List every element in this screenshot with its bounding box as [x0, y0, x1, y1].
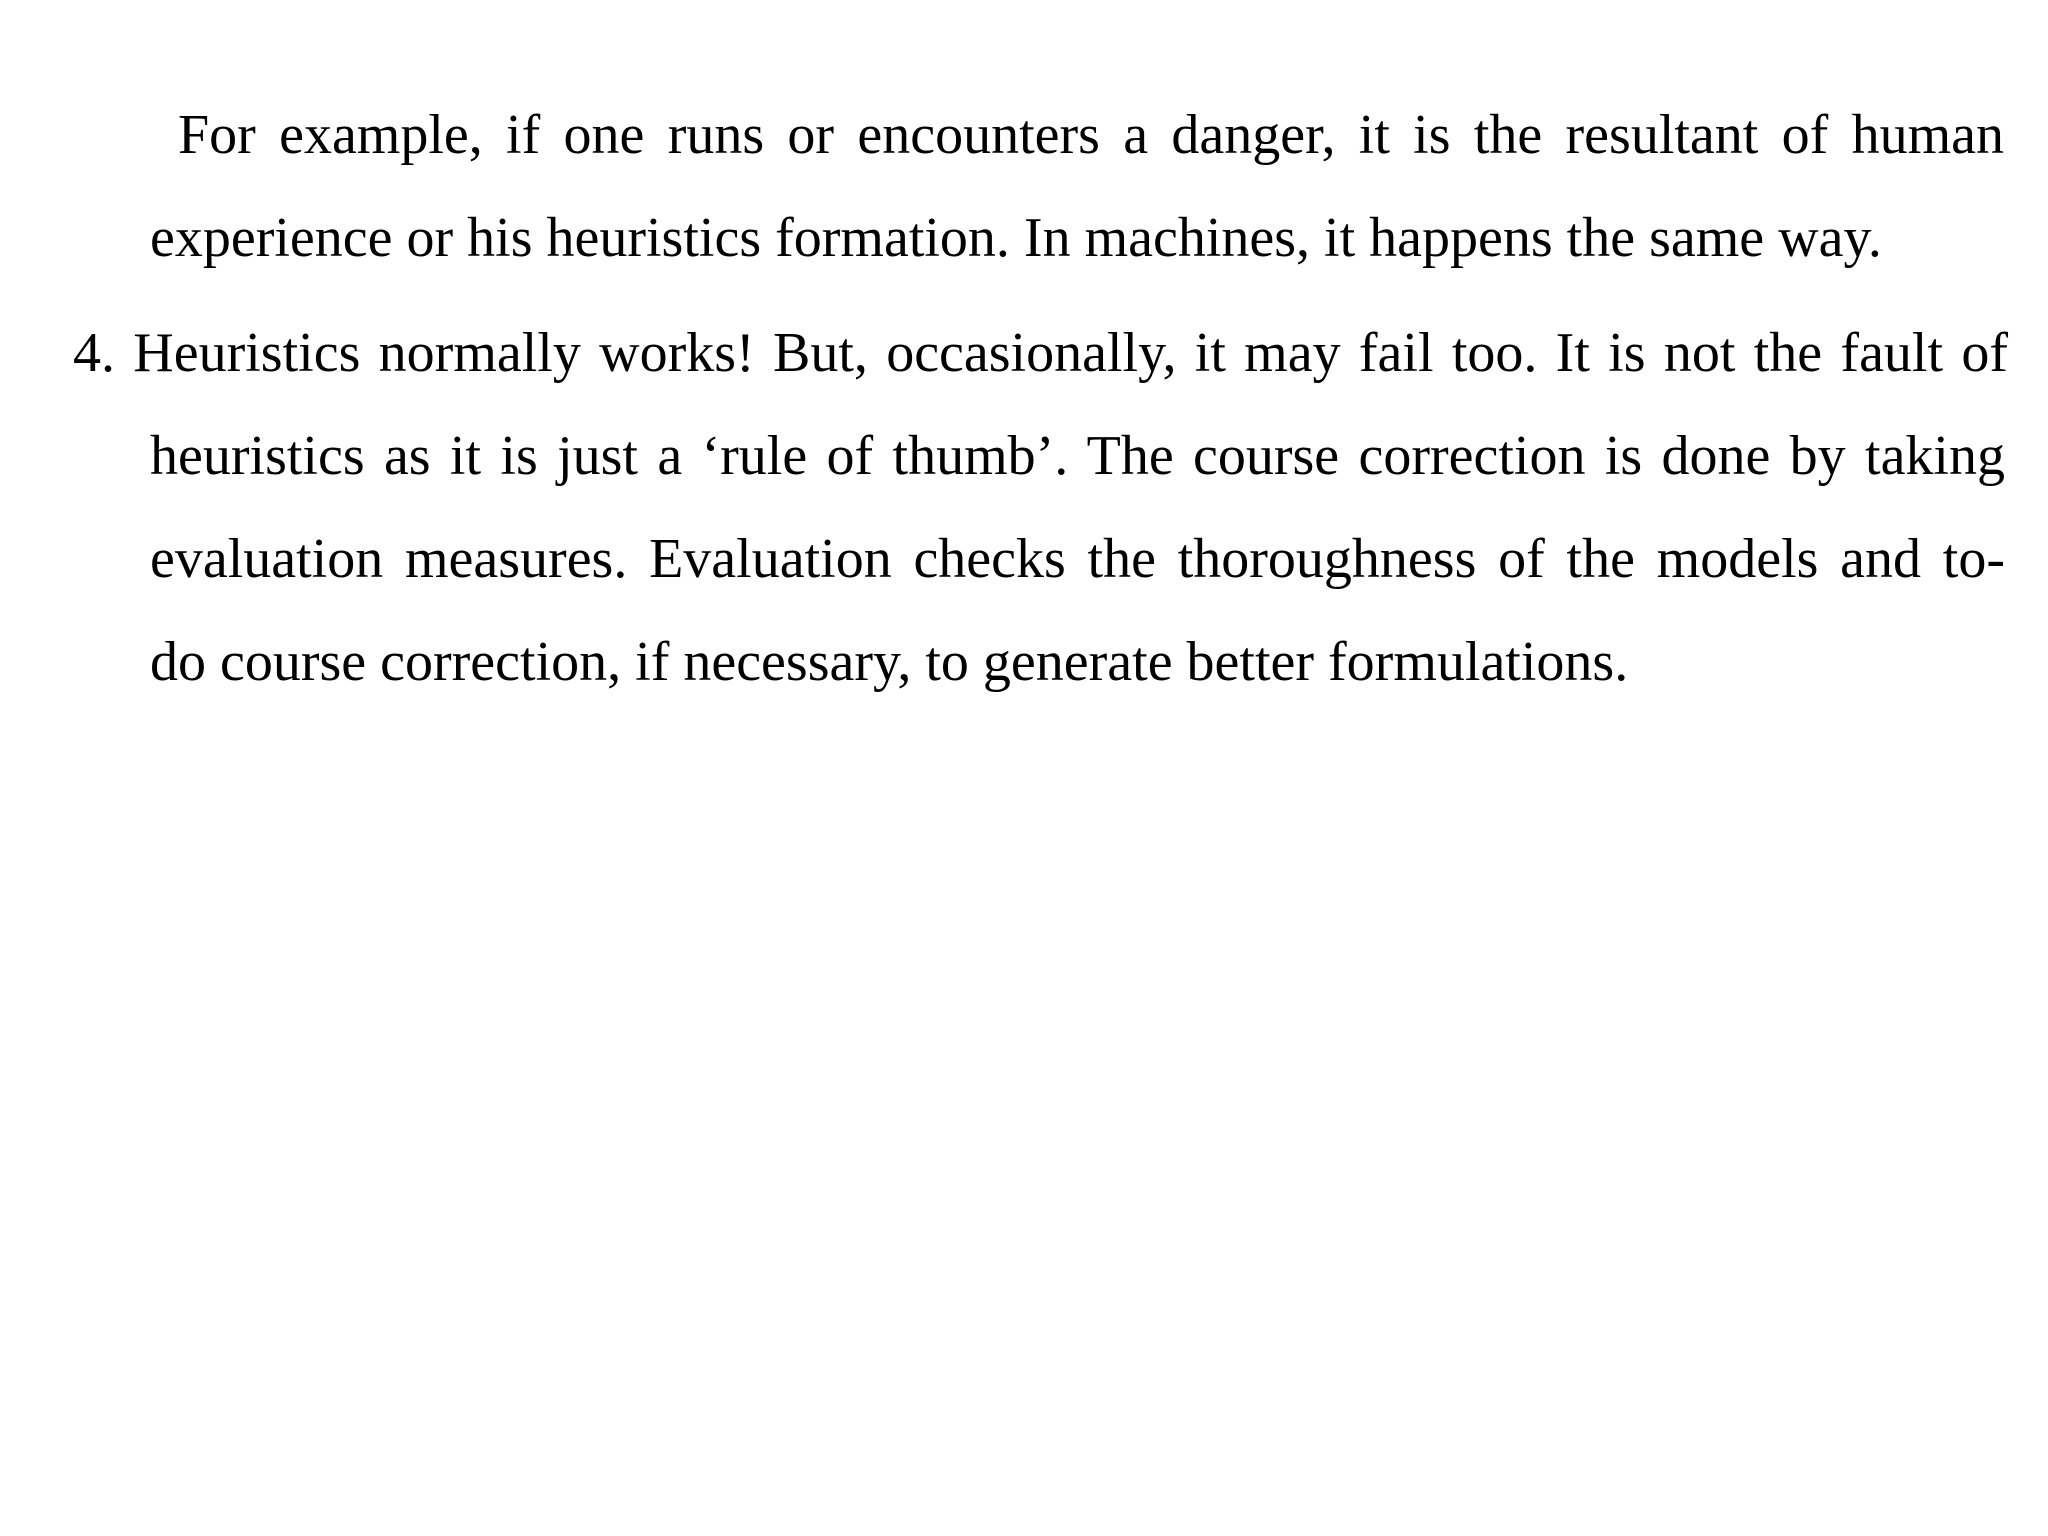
list-item-4-line-2: heuristics as it is just a ‘rule of thumb’. The course correction is done by taking [150, 425, 2005, 487]
paragraph-line-2: experience or his heuristics formation. In machines, it happens the same way. [150, 207, 1882, 269]
list-item-4-line-4: do course correction, if necessary, to generate better formulations. [150, 631, 1629, 693]
list-item-4-line-3: evaluation measures. Evaluation checks the thoroughness of the models and to- [150, 528, 2005, 590]
list-item-4-line-1: 4. Heuristics normally works! But, occasionally, it may fail too. It is not the fault of [73, 322, 2008, 384]
paragraph-line-1: For example, if one runs or encounters a danger, it is the resultant of human [178, 104, 2004, 166]
